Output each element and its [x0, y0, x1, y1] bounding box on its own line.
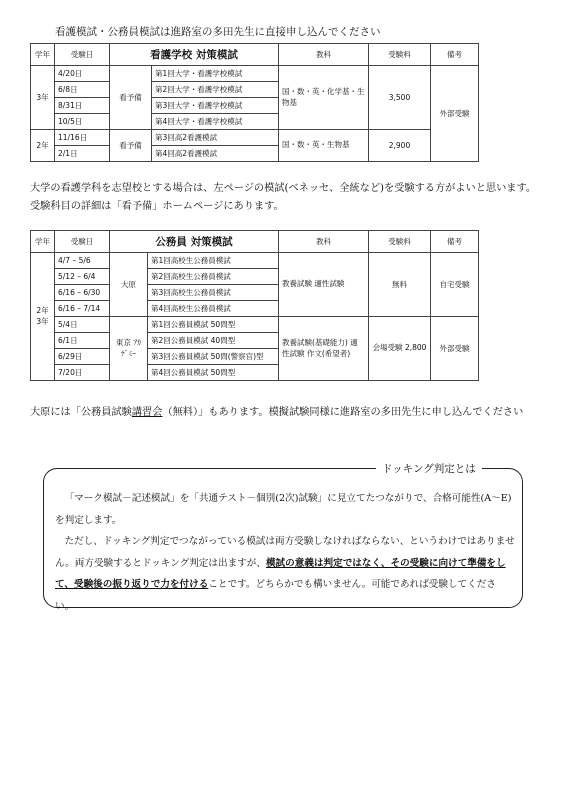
docking-box-body — [55, 488, 515, 617]
exam-cell: 第4回大学・看護学校模試 — [152, 114, 279, 130]
subject-cell: 国・数・英・化学基・生物基 — [279, 66, 369, 130]
note-cell: 外部受験 — [431, 317, 479, 381]
exam-cell: 第4回高校生公務員模試 — [148, 301, 279, 317]
table-header-row — [31, 231, 479, 253]
table-row — [31, 253, 479, 269]
seminar-link-text: 講習会 — [131, 407, 163, 418]
exam-cell: 第2回高校生公務員模試 — [148, 269, 279, 285]
exam-cell: 第4回高2看護模試 — [152, 146, 279, 162]
date-cell: 6/16 – 6/30 — [55, 285, 110, 301]
docking-paragraph: 「マーク模試－記述模試」を「共通テスト－個別(2次)試験」に見立てたつながりで、合格可能性(A～E)を判定します。 — [55, 493, 512, 526]
header-note: 備考 — [431, 231, 479, 253]
header-note: 備考 — [431, 44, 479, 66]
date-cell: 6/29日 — [55, 349, 110, 365]
docking-text: ことです。どちらかでも構いません。可能であれば受験してください。 — [55, 579, 496, 612]
nursing-note-line: 受験科目の詳細は「看予備」ホームページにあります。 — [30, 201, 284, 212]
header-subject: 教科 — [279, 44, 369, 66]
subject-cell: 国・数・英・生物基 — [279, 130, 369, 162]
exam-cell: 第4回公務員模試 50問型 — [148, 365, 279, 381]
date-cell: 10/5日 — [55, 114, 110, 130]
civil-note-part: 大原には「公務員試験 — [30, 407, 132, 418]
nursing-exam-table — [30, 43, 479, 162]
date-cell: 11/16日 — [55, 130, 110, 146]
subject-cell: 教養試験(基礎能力) 適性試験 作文(希望者) — [279, 317, 369, 381]
subject-cell: 教養試験 適性試験 — [279, 253, 369, 317]
civil-note — [30, 404, 523, 422]
header-date: 受験日 — [55, 231, 110, 253]
header-date: 受験日 — [55, 44, 110, 66]
date-cell: 5/12 – 6/4 — [55, 269, 110, 285]
header-title: 公務員 対策模試 — [110, 231, 279, 253]
date-cell: 4/20日 — [55, 66, 110, 82]
exam-cell: 第1回大学・看護学校模試 — [152, 66, 279, 82]
exam-cell: 第2回大学・看護学校模試 — [152, 82, 279, 98]
exam-cell: 第2回公務員模試 40問型 — [148, 333, 279, 349]
date-cell: 6/16 – 7/14 — [55, 301, 110, 317]
intro-text: 看護模試・公務員模試は進路室の多田先生に直接申し込んでください — [55, 26, 381, 38]
provider-cell: 看予備 — [110, 66, 152, 130]
docking-box-title: ドッキング判定とは — [376, 461, 482, 476]
table-row — [31, 66, 479, 82]
exam-cell: 第1回公務員模試 50問型 — [148, 317, 279, 333]
header-grade: 学年 — [31, 44, 55, 66]
exam-cell: 第3回公務員模試 50問(警察官)型 — [148, 349, 279, 365]
grade-cell: 2年 3年 — [31, 253, 55, 381]
docking-emphasis: 模試の意義は判定ではなく、その受験に向けて準備をして、受験後の振り返りで力を付ける — [55, 557, 506, 590]
fee-cell: 会場受験 2,800 — [369, 317, 431, 381]
docking-text: ただし、ドッキング判定でつながっている模試は両方受験しなければならない、というわけではありません。両方受験するとドッキング判定は出ますが、 — [55, 536, 515, 569]
fee-cell: 無料 — [369, 253, 431, 317]
header-grade: 学年 — [31, 231, 55, 253]
exam-cell: 第3回高校生公務員模試 — [148, 285, 279, 301]
nursing-note — [30, 180, 536, 216]
exam-cell: 第3回高2看護模試 — [152, 130, 279, 146]
fee-cell: 3,500 — [369, 66, 431, 130]
provider-cell: 看予備 — [110, 130, 152, 162]
table-row — [31, 130, 479, 146]
table-row — [31, 317, 479, 333]
exam-cell: 第1回高校生公務員模試 — [148, 253, 279, 269]
provider-cell: 大原 — [110, 253, 148, 317]
docking-paragraph — [55, 531, 515, 617]
header-title: 看護学校 対策模試 — [110, 44, 279, 66]
table-header-row — [31, 44, 479, 66]
exam-cell: 第3回大学・看護学校模試 — [152, 98, 279, 114]
date-cell: 8/31日 — [55, 98, 110, 114]
fee-cell: 2,900 — [369, 130, 431, 162]
civil-note-part: （無料）」もあります。模擬試験同様に進路室の多田先生に申し込んでください — [162, 407, 524, 418]
date-cell: 2/1日 — [55, 146, 110, 162]
date-cell: 4/7 – 5/6 — [55, 253, 110, 269]
header-subject: 教科 — [279, 231, 369, 253]
date-cell: 7/20日 — [55, 365, 110, 381]
civil-service-exam-table — [30, 230, 479, 381]
note-cell: 外部受験 — [431, 66, 479, 162]
nursing-note-line: 大学の看護学科を志望校とする場合は、左ページの模試(ベネッセ、全統など)を受験する方がよいと思います。 — [30, 183, 537, 194]
date-cell: 5/4日 — [55, 317, 110, 333]
provider-cell: 東京 ｱｶﾃﾞﾐｰ — [110, 317, 148, 381]
note-cell: 自宅受験 — [431, 253, 479, 317]
date-cell: 6/1日 — [55, 333, 110, 349]
date-cell: 6/8日 — [55, 82, 110, 98]
grade-cell: 2年 — [31, 130, 55, 162]
grade-cell: 3年 — [31, 66, 55, 130]
header-fee: 受験料 — [369, 231, 431, 253]
header-fee: 受験料 — [369, 44, 431, 66]
